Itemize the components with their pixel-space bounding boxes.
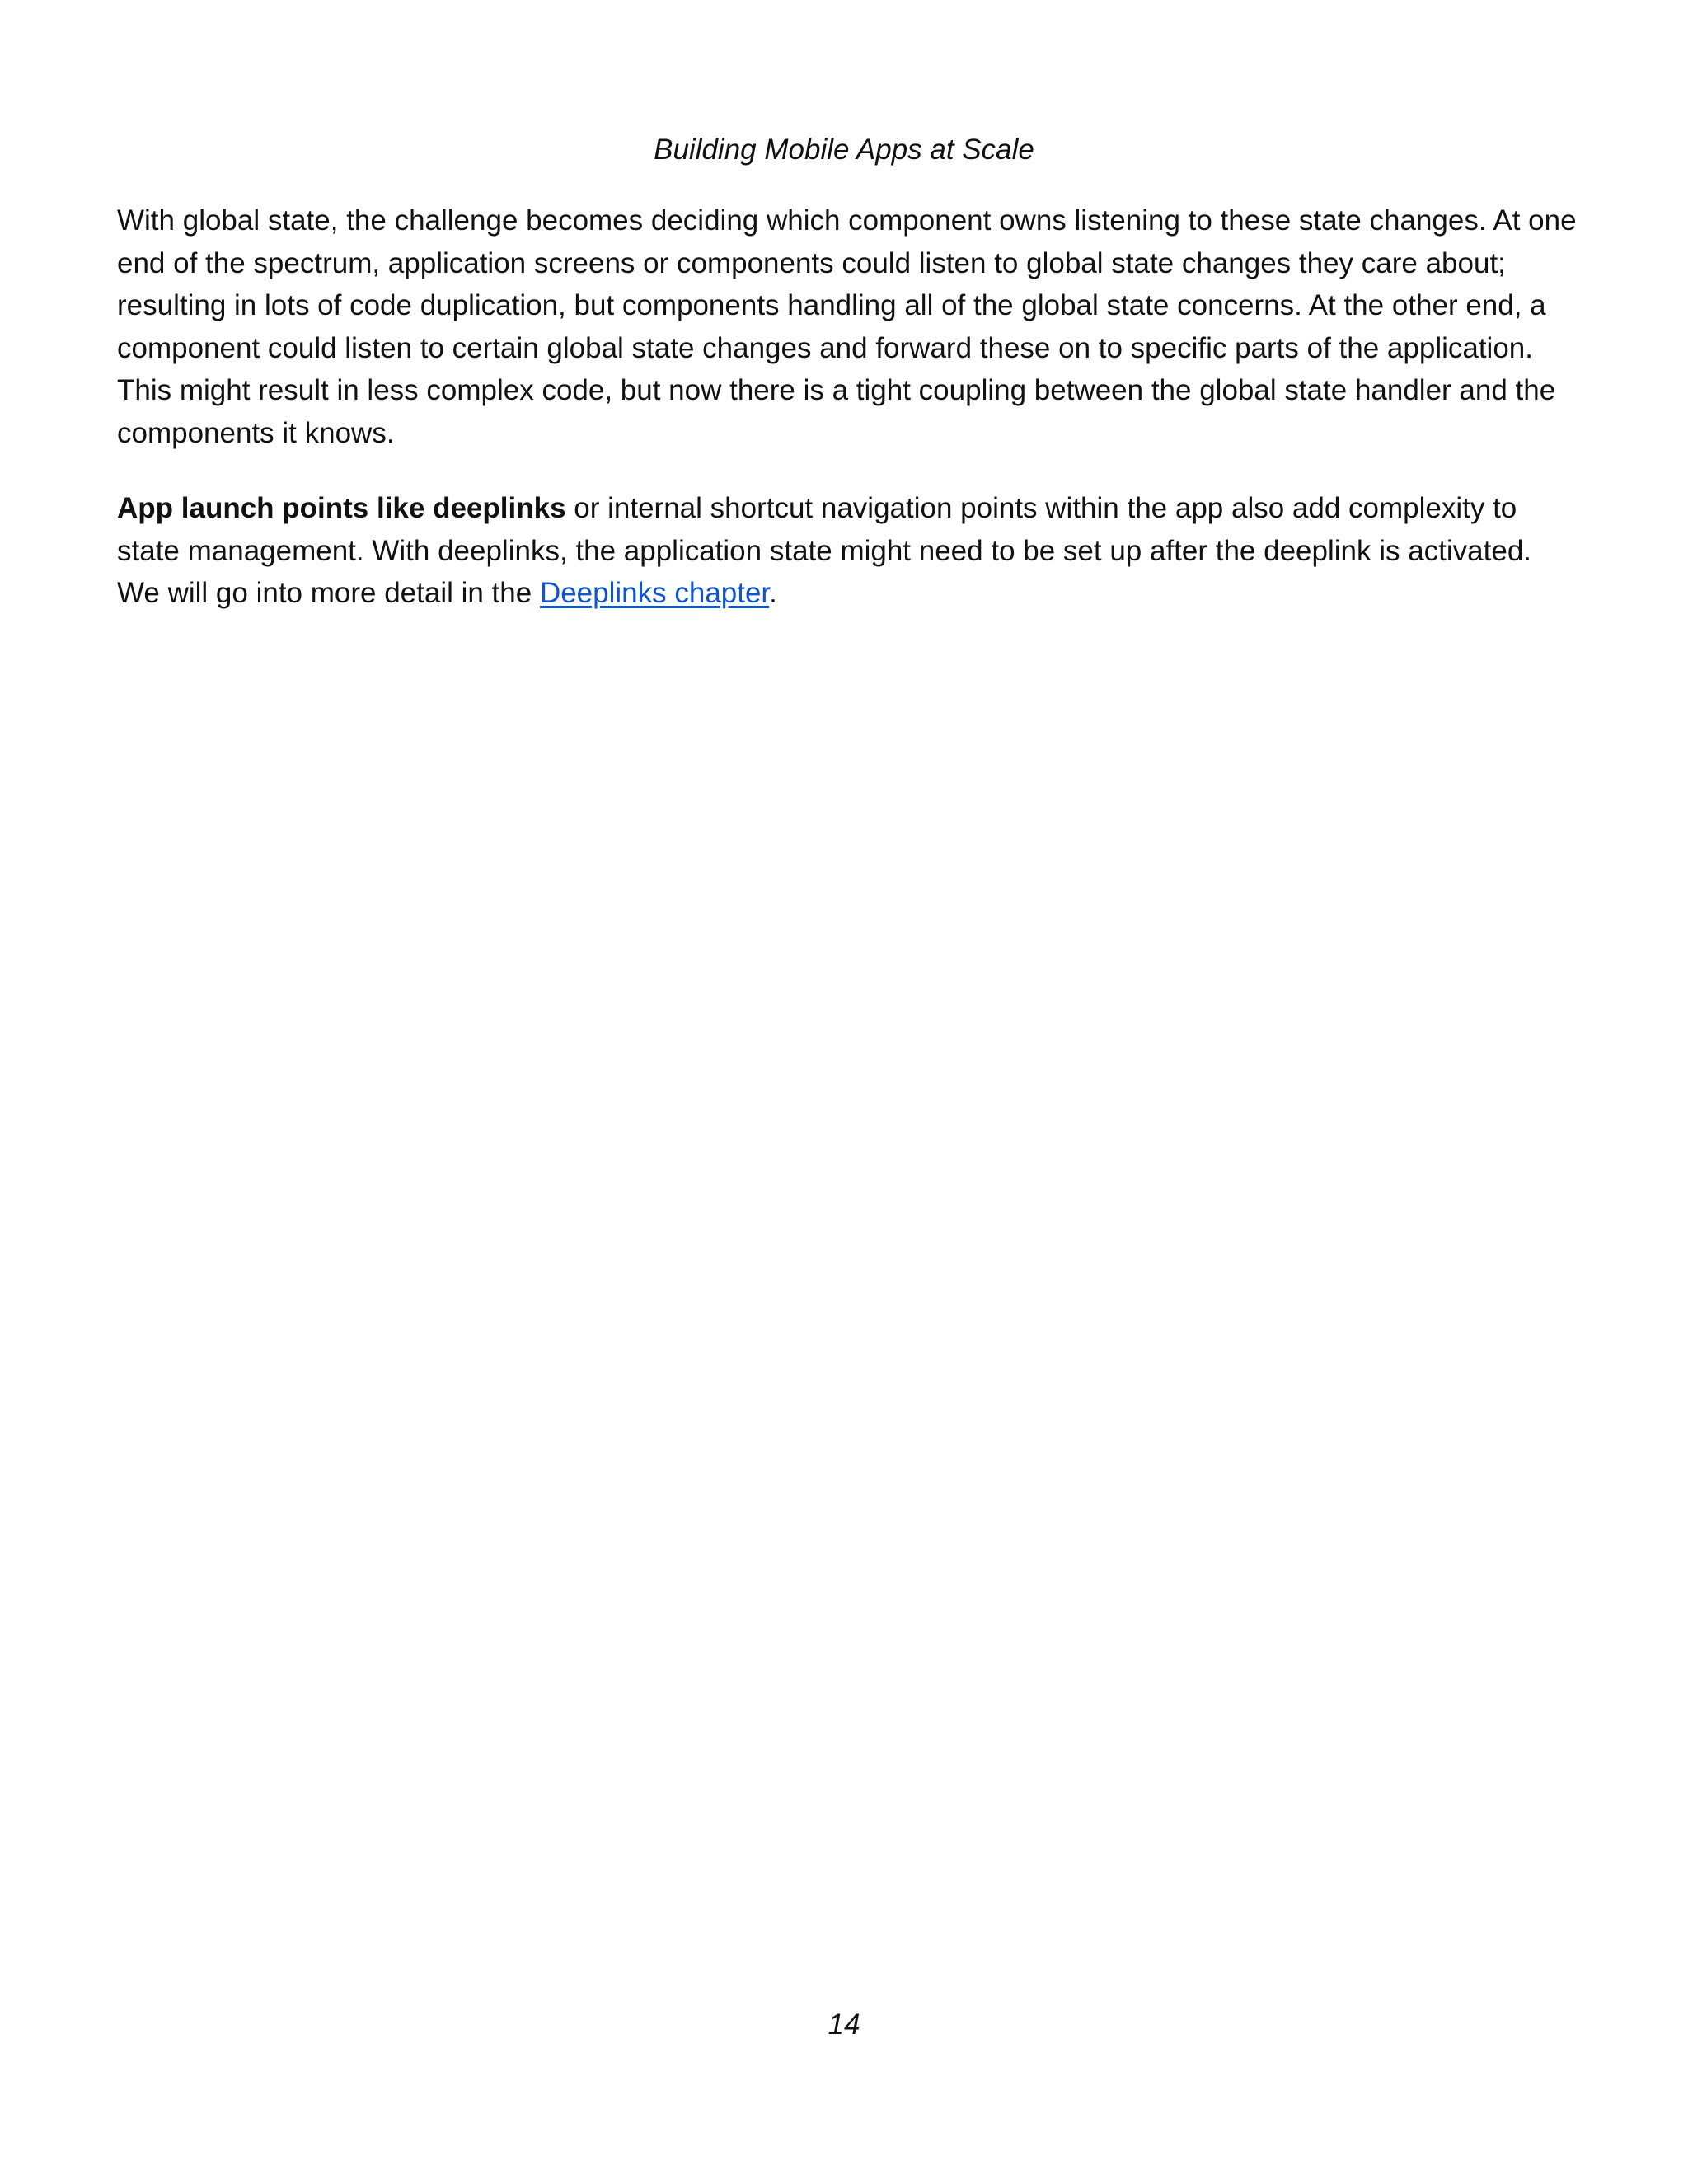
bold-lead-app-launch-points: App launch points like deeplinks [117, 492, 566, 524]
deeplinks-chapter-link[interactable]: Deeplinks chapter [539, 577, 770, 609]
paragraph-app-launch-points [117, 487, 1578, 615]
page-number: 14 [828, 2008, 860, 2041]
paragraph-text-after-link: . [769, 577, 777, 609]
running-header-title: Building Mobile Apps at Scale [654, 134, 1034, 166]
paragraph-global-state: With global state, the challenge becomes deciding which component owns listening to these state changes. At one end of the spectrum, application screens or components could listen to global state changes they care about; resulting in lots of code duplication, but components handling all of the global state concerns. At the other end, a component could listen to certain global state changes and forward these on to specific parts of the application. This might result in less complex code, but now there is a tight coupling between the global state handler and the components it knows. [117, 204, 1577, 449]
paragraph-text-before-link: or internal shortcut navigation points within the app also add complexity to state management. With deeplinks, the application state might need to be set up after the deeplink is activated. We will go into more detail in the [117, 492, 1532, 609]
body-text [117, 199, 1578, 648]
